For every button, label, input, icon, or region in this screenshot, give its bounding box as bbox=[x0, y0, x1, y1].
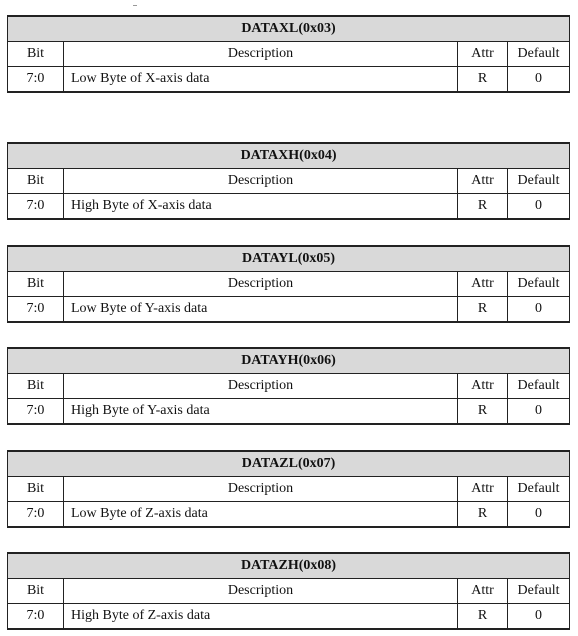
attr-cell: R bbox=[458, 502, 508, 528]
bit-header: Bit bbox=[8, 42, 64, 67]
default-cell: 0 bbox=[508, 67, 570, 93]
attr-cell: R bbox=[458, 399, 508, 425]
table-title-row bbox=[8, 143, 570, 169]
default-header: Default bbox=[508, 42, 570, 67]
register-title: DATAZL(0x07) bbox=[8, 451, 570, 477]
description-cell: Low Byte of Z-axis data bbox=[64, 502, 458, 528]
default-header: Default bbox=[508, 579, 570, 604]
description-header: Description bbox=[64, 272, 458, 297]
default-header: Default bbox=[508, 169, 570, 194]
description-header: Description bbox=[64, 579, 458, 604]
register-table-dataxl bbox=[7, 15, 570, 93]
header-row bbox=[8, 579, 570, 604]
attr-cell: R bbox=[458, 604, 508, 630]
attr-cell: R bbox=[458, 297, 508, 323]
scan-mark bbox=[133, 5, 137, 6]
description-cell: Low Byte of X-axis data bbox=[64, 67, 458, 93]
attr-header: Attr bbox=[458, 579, 508, 604]
description-cell: Low Byte of Y-axis data bbox=[64, 297, 458, 323]
bit-cell: 7:0 bbox=[8, 502, 64, 528]
register-table-datayh bbox=[7, 347, 570, 425]
table-row bbox=[8, 297, 570, 323]
attr-header: Attr bbox=[458, 272, 508, 297]
bit-cell: 7:0 bbox=[8, 67, 64, 93]
bit-header: Bit bbox=[8, 169, 64, 194]
table-row bbox=[8, 604, 570, 630]
bit-header: Bit bbox=[8, 272, 64, 297]
table-title-row bbox=[8, 348, 570, 374]
table-title-row bbox=[8, 451, 570, 477]
table-title-row bbox=[8, 16, 570, 42]
description-cell: High Byte of X-axis data bbox=[64, 194, 458, 220]
default-header: Default bbox=[508, 477, 570, 502]
register-table-dataxh bbox=[7, 142, 570, 220]
bit-cell: 7:0 bbox=[8, 604, 64, 630]
attr-header: Attr bbox=[458, 374, 508, 399]
description-cell: High Byte of Y-axis data bbox=[64, 399, 458, 425]
description-header: Description bbox=[64, 374, 458, 399]
register-title: DATAXH(0x04) bbox=[8, 143, 570, 169]
table-title-row bbox=[8, 246, 570, 272]
header-row bbox=[8, 477, 570, 502]
table-row bbox=[8, 67, 570, 93]
default-cell: 0 bbox=[508, 399, 570, 425]
default-cell: 0 bbox=[508, 502, 570, 528]
table-row bbox=[8, 502, 570, 528]
bit-cell: 7:0 bbox=[8, 399, 64, 425]
bit-header: Bit bbox=[8, 579, 64, 604]
bit-header: Bit bbox=[8, 477, 64, 502]
description-header: Description bbox=[64, 477, 458, 502]
header-row bbox=[8, 42, 570, 67]
attr-header: Attr bbox=[458, 169, 508, 194]
default-cell: 0 bbox=[508, 604, 570, 630]
register-title: DATAYL(0x05) bbox=[8, 246, 570, 272]
register-title: DATAZH(0x08) bbox=[8, 553, 570, 579]
attr-cell: R bbox=[458, 194, 508, 220]
header-row bbox=[8, 272, 570, 297]
register-table-datazh bbox=[7, 552, 570, 630]
description-header: Description bbox=[64, 42, 458, 67]
register-title: DATAYH(0x06) bbox=[8, 348, 570, 374]
register-table-datayl bbox=[7, 245, 570, 323]
header-row bbox=[8, 169, 570, 194]
table-row bbox=[8, 399, 570, 425]
attr-header: Attr bbox=[458, 477, 508, 502]
description-header: Description bbox=[64, 169, 458, 194]
bit-cell: 7:0 bbox=[8, 297, 64, 323]
table-row bbox=[8, 194, 570, 220]
bit-cell: 7:0 bbox=[8, 194, 64, 220]
default-cell: 0 bbox=[508, 297, 570, 323]
header-row bbox=[8, 374, 570, 399]
default-cell: 0 bbox=[508, 194, 570, 220]
bit-header: Bit bbox=[8, 374, 64, 399]
register-table-datazl bbox=[7, 450, 570, 528]
table-title-row bbox=[8, 553, 570, 579]
attr-cell: R bbox=[458, 67, 508, 93]
description-cell: High Byte of Z-axis data bbox=[64, 604, 458, 630]
default-header: Default bbox=[508, 272, 570, 297]
register-title: DATAXL(0x03) bbox=[8, 16, 570, 42]
default-header: Default bbox=[508, 374, 570, 399]
attr-header: Attr bbox=[458, 42, 508, 67]
